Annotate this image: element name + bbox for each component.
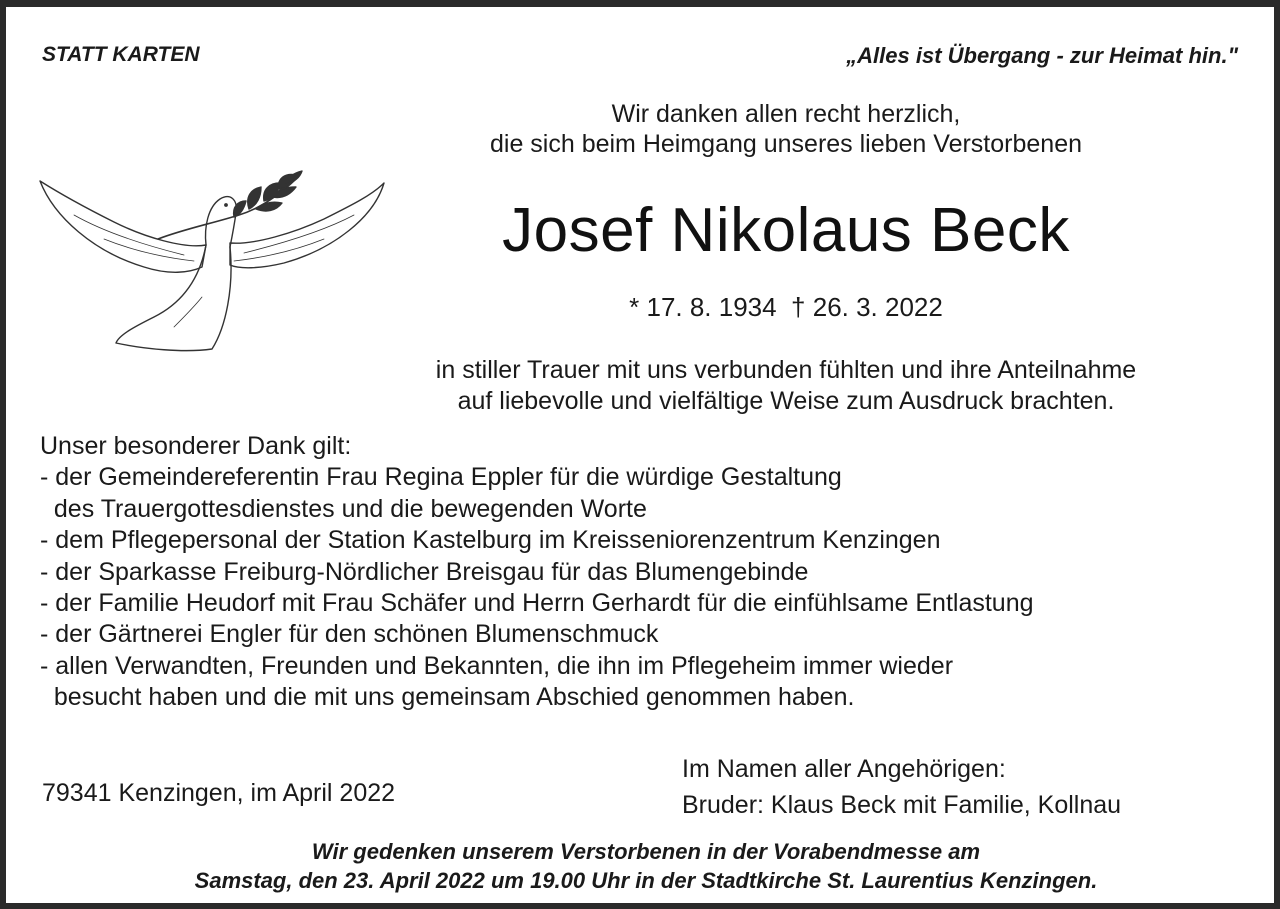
thanks-heading: Unser besonderer Dank gilt: [40, 432, 352, 460]
thanks-item: - der Gärtnerei Engler für den schönen Blumenschmuck [40, 620, 659, 649]
mourning-line: auf liebevolle und vielfältige Weise zum Ausdruck brachten. [457, 387, 1115, 415]
thanks-item: - allen Verwandten, Freunden und Bekannten, die ihn im Pflegeheim immer wieder [40, 651, 954, 680]
mourning-text [346, 355, 1226, 417]
place-date: 79341 Kenzingen, im April 2022 [42, 779, 396, 807]
statt-karten-label: STATT KARTEN [42, 43, 200, 66]
signature-line: Im Namen aller Angehörigen: [682, 755, 1006, 783]
thanks-item: - der Gemeindereferentin Frau Regina Eppler für die würdige Gestaltung [40, 463, 842, 492]
thanks-item: des Trauergottesdienstes und die bewegenden Worte [40, 494, 647, 523]
memorial-line: Samstag, den 23. April 2022 um 19.00 Uhr in der Stadtkirche St. Laurentius Kenzingen. [194, 868, 1098, 893]
memorial-mass-note [46, 837, 1246, 895]
intro-line: die sich beim Heimgang unseres lieben Verstorbenen [489, 130, 1083, 158]
intro-line: Wir danken allen recht herzlich, [611, 100, 961, 128]
motto-quote: „Alles ist Übergang - zur Heimat hin." [846, 43, 1238, 68]
mourning-line: in stiller Trauer mit uns verbunden fühlten und ihre Anteilnahme [435, 356, 1137, 384]
dove-with-olive-branch-icon [34, 157, 394, 367]
thanks-item: besucht haben und die mit uns gemeinsam Abschied genommen haben. [40, 683, 855, 712]
thanks-list [40, 431, 1034, 714]
intro-text [346, 99, 1226, 159]
memorial-line: Wir gedenken unserem Verstorbenen in der Vorabendmesse am [311, 839, 981, 864]
thanks-item: - der Sparkasse Freiburg-Nördlicher Breisgau für das Blumengebinde [40, 557, 809, 586]
signature-line: Bruder: Klaus Beck mit Familie, Kollnau [682, 791, 1122, 819]
signature-block [682, 751, 1121, 823]
thanks-item: - dem Pflegepersonal der Station Kastelburg im Kreisseniorenzentrum Kenzingen [40, 526, 941, 555]
life-dates: * 17. 8. 1934 † 26. 3. 2022 [629, 292, 943, 322]
thanks-item: - der Familie Heudorf mit Frau Schäfer und Herrn Gerhardt für die einfühlsame Entlastung [40, 588, 1034, 617]
deceased-name: Josef Nikolaus Beck [502, 196, 1070, 265]
